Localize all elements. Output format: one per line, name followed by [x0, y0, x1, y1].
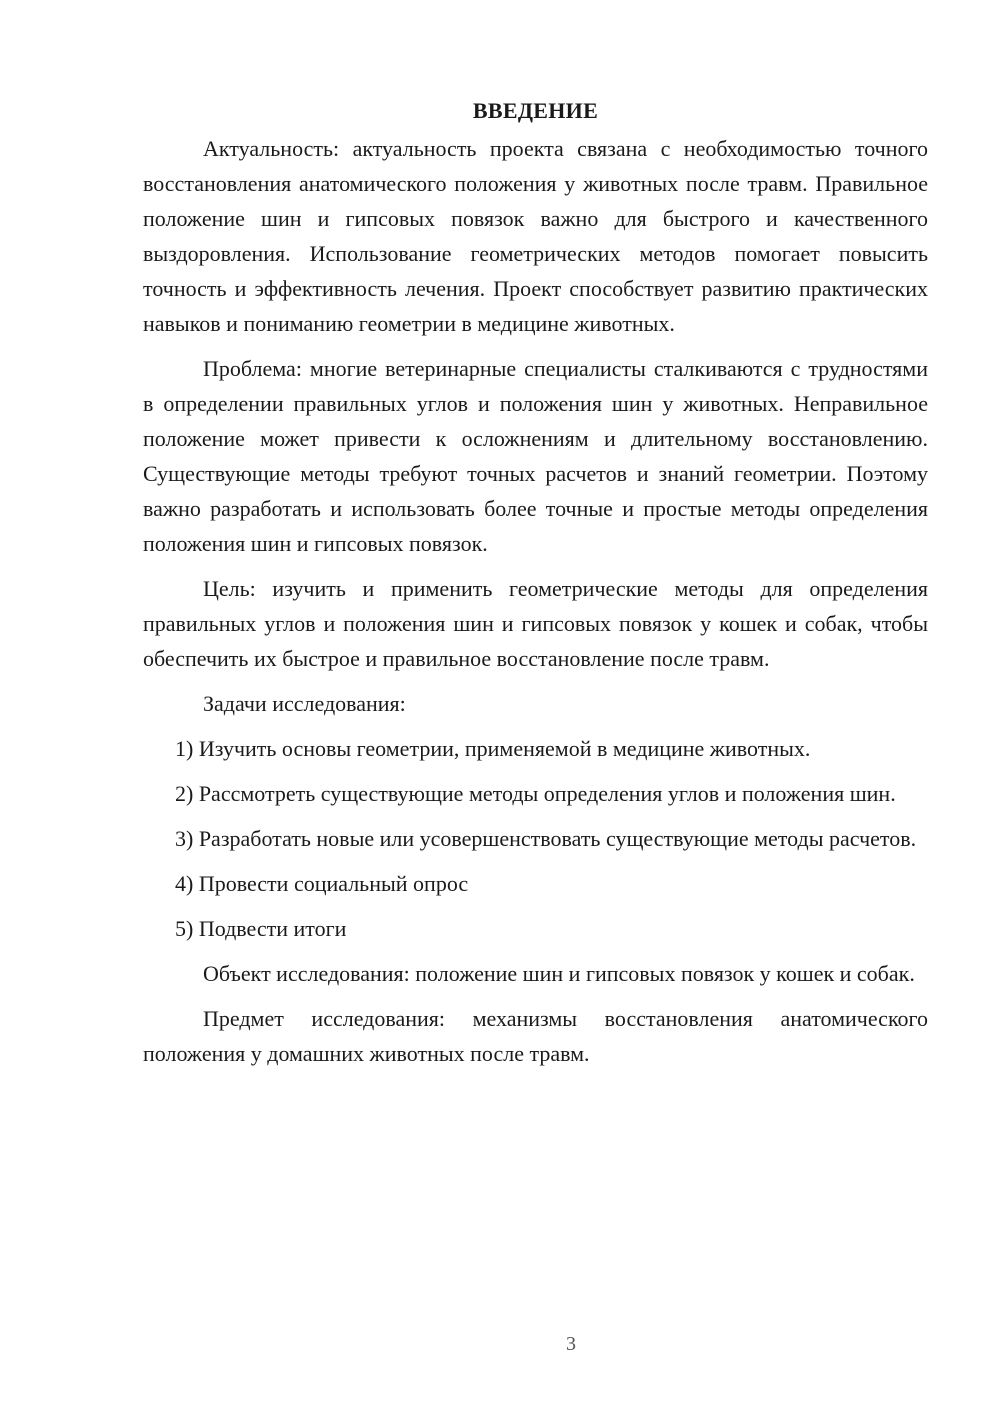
- page-content: [143, 96, 928, 1081]
- paragraph-object: Объект исследования: положение шин и гипсовых повязок у кошек и собак.: [203, 961, 915, 986]
- task-item: 1) Изучить основы геометрии, применяемой в медицине животных.: [175, 736, 811, 761]
- task-item: 2) Рассмотреть существующие методы определения углов и положения шин.: [175, 781, 896, 806]
- paragraph-problem: Проблема: многие ветеринарные специалисты сталкиваются с трудностями в определении правильных углов и положения шин у животных. Неправильное положение может привести к осложнениям и длительному восстановлению. Существующие методы требуют точных расчетов и знаний геометрии. Поэтому важно разработать и использовать более точные и простые методы определения положения шин и гипсовых повязок.: [143, 356, 928, 556]
- task-item: 3) Разработать новые или усовершенствовать существующие методы расчетов.: [175, 826, 917, 851]
- page-number: 3: [566, 1333, 576, 1355]
- paragraph-goal: Цель: изучить и применить геометрические методы для определения правильных углов и положения шин и гипсовых повязок у кошек и собак, чтобы обеспечить их быстрое и правильное восстановление после травм.: [143, 576, 928, 671]
- tasks-heading: Задачи исследования:: [203, 691, 406, 716]
- paragraph-relevance: Актуальность: актуальность проекта связана с необходимостью точного восстановления анатомического положения у животных после травм. Правильное положение шин и гипсовых повязок важно для быстрого и качественного выздоровления. Использование геометрических методов помогает повысить точность и эффективность лечения. Проект способствует развитию практических навыков и пониманию геометрии в медицине животных.: [143, 136, 928, 336]
- task-item: 5) Подвести итоги: [175, 916, 347, 941]
- page-title: ВВЕДЕНИЕ: [472, 98, 599, 123]
- paragraph-subject: Предмет исследования: механизмы восстановления анатомического положения у домашних животных после травм.: [143, 1006, 928, 1066]
- tasks-list: [143, 731, 928, 946]
- task-item: 4) Провести социальный опрос: [175, 871, 469, 896]
